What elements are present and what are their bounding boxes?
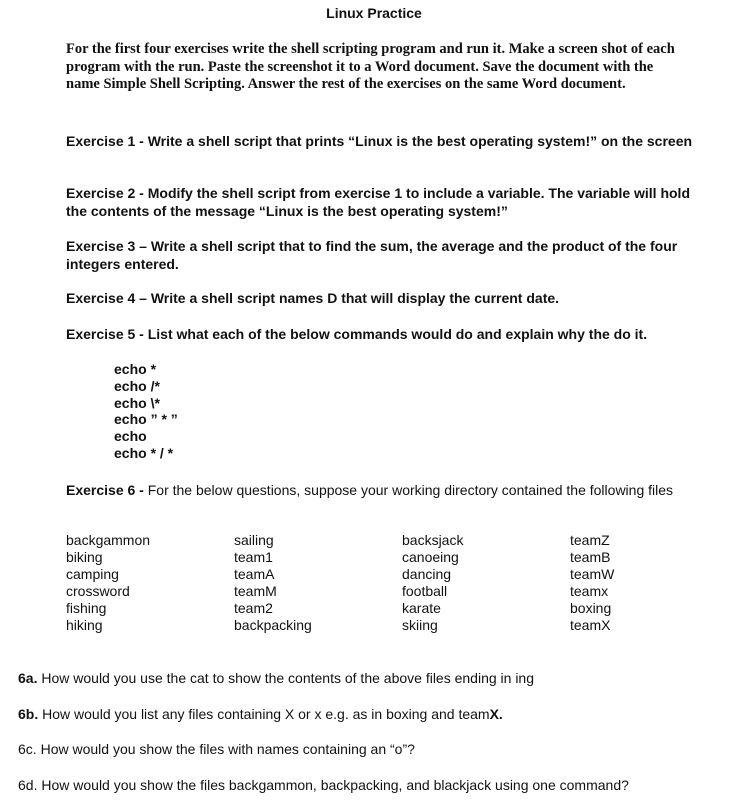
question-label: 6b. <box>18 706 39 722</box>
file-name: skiing <box>402 617 438 633</box>
exercise-4: Exercise 4 – Write a shell script names D that will display the current date. <box>66 290 560 306</box>
file-name: biking <box>66 549 103 565</box>
file-name: boxing <box>570 600 612 616</box>
question-6b <box>18 706 503 723</box>
file-name: teamM <box>234 583 277 599</box>
question-label: 6c. <box>18 741 37 757</box>
file-name: crossword <box>66 583 130 599</box>
question-6c <box>18 741 415 758</box>
question-text-bold-tail: X. <box>489 706 503 722</box>
command-item: echo /* <box>114 377 160 394</box>
question-label: 6a. <box>18 670 38 686</box>
command-item: echo * <box>114 361 157 377</box>
question-6d <box>18 777 629 794</box>
file-name: team1 <box>234 549 273 565</box>
command-list <box>114 361 178 462</box>
file-name: backsjack <box>402 532 464 548</box>
file-name: dancing <box>402 566 452 582</box>
file-name: camping <box>66 566 119 582</box>
intro-paragraph: For the first four exercises write the shell scripting program and run it. Make a screen shot of each program with the run. Paste the screenshot it to a Word document. Save the document with the name Simple Shell Scripting. Answer the rest of the exercises on the same Word document. <box>66 41 675 92</box>
file-name: football <box>402 583 448 599</box>
file-column-3 <box>402 532 463 634</box>
file-column-4 <box>570 532 614 634</box>
question-text: How would you list any files containing X or x e.g. as in boxing and team <box>38 706 490 722</box>
question-label: 6d. <box>18 777 38 793</box>
file-name: sailing <box>234 532 274 548</box>
file-name: hiking <box>66 617 103 633</box>
page-title: Linux Practice <box>326 5 422 21</box>
file-column-1 <box>66 532 150 634</box>
file-name: teamX <box>570 617 611 633</box>
question-text: How would you use the cat to show the contents of the above files ending in ing <box>37 670 535 686</box>
exercise-1: Exercise 1 - Write a shell script that prints “Linux is the best operating system!” on the screen <box>66 133 693 149</box>
command-item: echo \* <box>114 394 160 411</box>
question-text: How would you show the files with names containing an “o”? <box>36 741 415 757</box>
exercise-2: Exercise 2 - Modify the shell script from exercise 1 to include a variable. The variable will hold the contents of the message “Linux is the best operating system!” <box>66 185 690 219</box>
question-6a <box>18 670 534 687</box>
file-name: teamA <box>234 566 275 582</box>
file-name: team2 <box>234 600 273 616</box>
file-name: backgammon <box>66 532 151 548</box>
command-item: echo <box>114 428 147 445</box>
file-name: fishing <box>66 600 107 616</box>
command-item: echo * / * <box>114 444 174 461</box>
question-text: How would you show the files backgammon, backpacking, and blackjack using one command? <box>37 777 629 793</box>
exercise-6-text: For the below questions, suppose your working directory contained the following files <box>143 482 674 498</box>
file-name: karate <box>402 600 441 616</box>
file-name: backpacking <box>234 617 312 633</box>
file-name: teamx <box>570 583 609 599</box>
file-name: teamB <box>570 549 611 565</box>
exercise-3: Exercise 3 – Write a shell script that to find the sum, the average and the product of the four integers entered. <box>66 238 678 272</box>
exercise-6-label: Exercise 6 - <box>66 482 144 498</box>
file-column-2 <box>234 532 312 634</box>
command-item: echo ” * ” <box>114 411 178 428</box>
file-name: teamZ <box>570 532 610 548</box>
exercise-6 <box>66 482 696 499</box>
file-name: canoeing <box>402 549 459 565</box>
file-name: teamW <box>570 566 615 582</box>
exercise-5: Exercise 5 - List what each of the below commands would do and explain why the do it. <box>66 326 648 342</box>
